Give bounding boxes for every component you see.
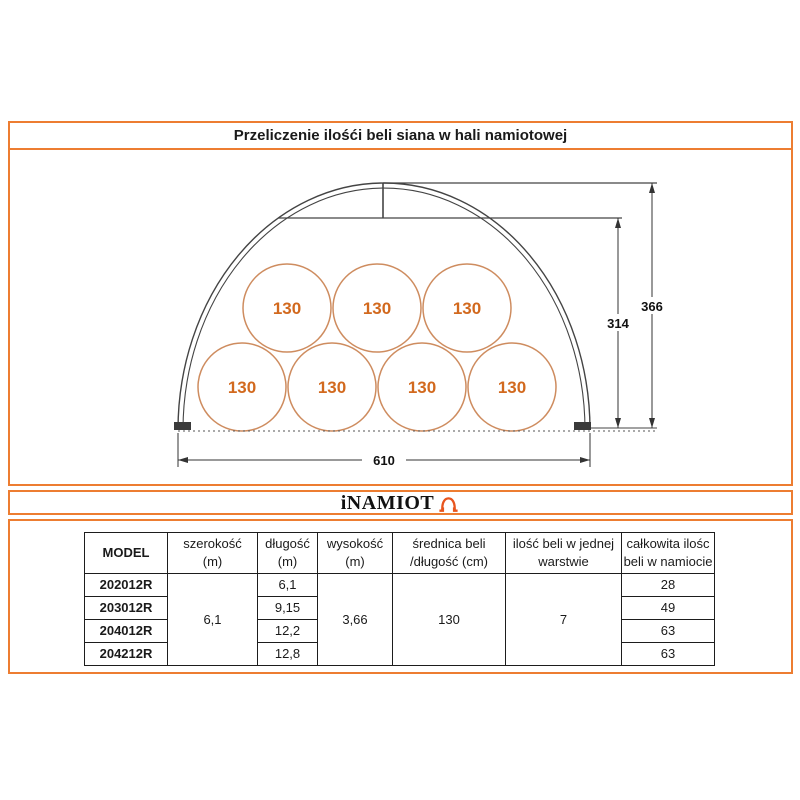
bale-diameter-label: 130	[227, 378, 257, 397]
bales-per-layer-merged-cell: 7	[506, 574, 622, 666]
tent-cross-section-drawing	[12, 150, 789, 484]
bale-diameter-label: 130	[317, 378, 347, 397]
bale-diameter-label: 130	[452, 299, 482, 318]
logo-panel	[8, 490, 793, 515]
tent-diagram	[12, 150, 789, 484]
column-header-height	[318, 533, 393, 574]
bale-diameter-label: 130	[362, 299, 392, 318]
arrow-right-icon	[580, 457, 590, 463]
header-line: średnica beli	[412, 536, 486, 552]
spec-table	[84, 532, 715, 666]
height-merged-cell: 3,66	[318, 574, 393, 666]
total-bales-cell: 28	[622, 574, 715, 597]
title-bar	[10, 123, 791, 150]
length-cell: 6,1	[258, 574, 318, 597]
column-header-bales-per-layer	[506, 533, 622, 574]
tent-base	[174, 422, 657, 431]
header-line: beli w namiocie	[623, 554, 713, 569]
table-row	[85, 574, 715, 597]
dim-inner-height-value: 314	[607, 316, 629, 331]
model-cell: 204212R	[85, 643, 168, 666]
dim-outer-height-value: 366	[641, 299, 663, 314]
header-line: (m)	[277, 554, 298, 569]
dimension-outer-height	[632, 183, 672, 428]
total-bales-cell: 63	[622, 643, 715, 666]
dimension-width	[178, 433, 590, 468]
length-cell: 12,8	[258, 643, 318, 666]
bale-diameter-merged-cell: 130	[393, 574, 506, 666]
arrow-down-icon	[649, 418, 655, 428]
header-line: długość	[265, 536, 310, 552]
arrow-left-icon	[178, 457, 188, 463]
bale-diameter-label: 130	[497, 378, 527, 397]
arrow-up-icon	[615, 218, 621, 228]
left-base-plate	[174, 422, 191, 430]
width-merged-cell: 6,1	[168, 574, 258, 666]
bale-diameter-label: 130	[407, 378, 437, 397]
model-cell: 202012R	[85, 574, 168, 597]
logo-text: iNAMIOT	[340, 491, 435, 514]
arrow-up-icon	[649, 183, 655, 193]
hay-bales-bottom-row	[198, 343, 556, 431]
header-line: warstwie	[538, 554, 589, 569]
column-header-model: MODEL	[85, 533, 168, 574]
right-base-plate	[574, 422, 591, 430]
main-panel	[8, 121, 793, 486]
arrow-down-icon	[615, 418, 621, 428]
model-cell: 203012R	[85, 597, 168, 620]
table-header-row	[85, 533, 715, 574]
total-bales-cell: 49	[622, 597, 715, 620]
bale-diameter-label: 130	[272, 299, 302, 318]
model-cell: 204012R	[85, 620, 168, 643]
column-header-total-bales	[622, 533, 715, 574]
column-header-width	[168, 533, 258, 574]
header-line: /długość (cm)	[409, 554, 489, 569]
dimension-inner-height	[598, 218, 638, 428]
hay-bales-top-row	[243, 264, 511, 352]
header-line: ilość beli w jednej	[512, 536, 615, 552]
header-line: szerokość	[183, 536, 242, 552]
length-cell: 12,2	[258, 620, 318, 643]
header-line: wysokość	[326, 536, 384, 552]
table-panel	[8, 519, 793, 674]
column-header-length	[258, 533, 318, 574]
header-line: (m)	[202, 554, 223, 569]
dim-width-value: 610	[373, 453, 395, 468]
header-line: całkowita ilośc	[626, 536, 710, 552]
length-cell: 9,15	[258, 597, 318, 620]
page-title: Przeliczenie ilośći beli siana w hali namiotowej	[233, 127, 568, 144]
header-line: (m)	[345, 554, 365, 569]
total-bales-cell: 63	[622, 620, 715, 643]
tent-arch-icon	[437, 493, 460, 513]
column-header-bale-diameter	[393, 533, 506, 574]
